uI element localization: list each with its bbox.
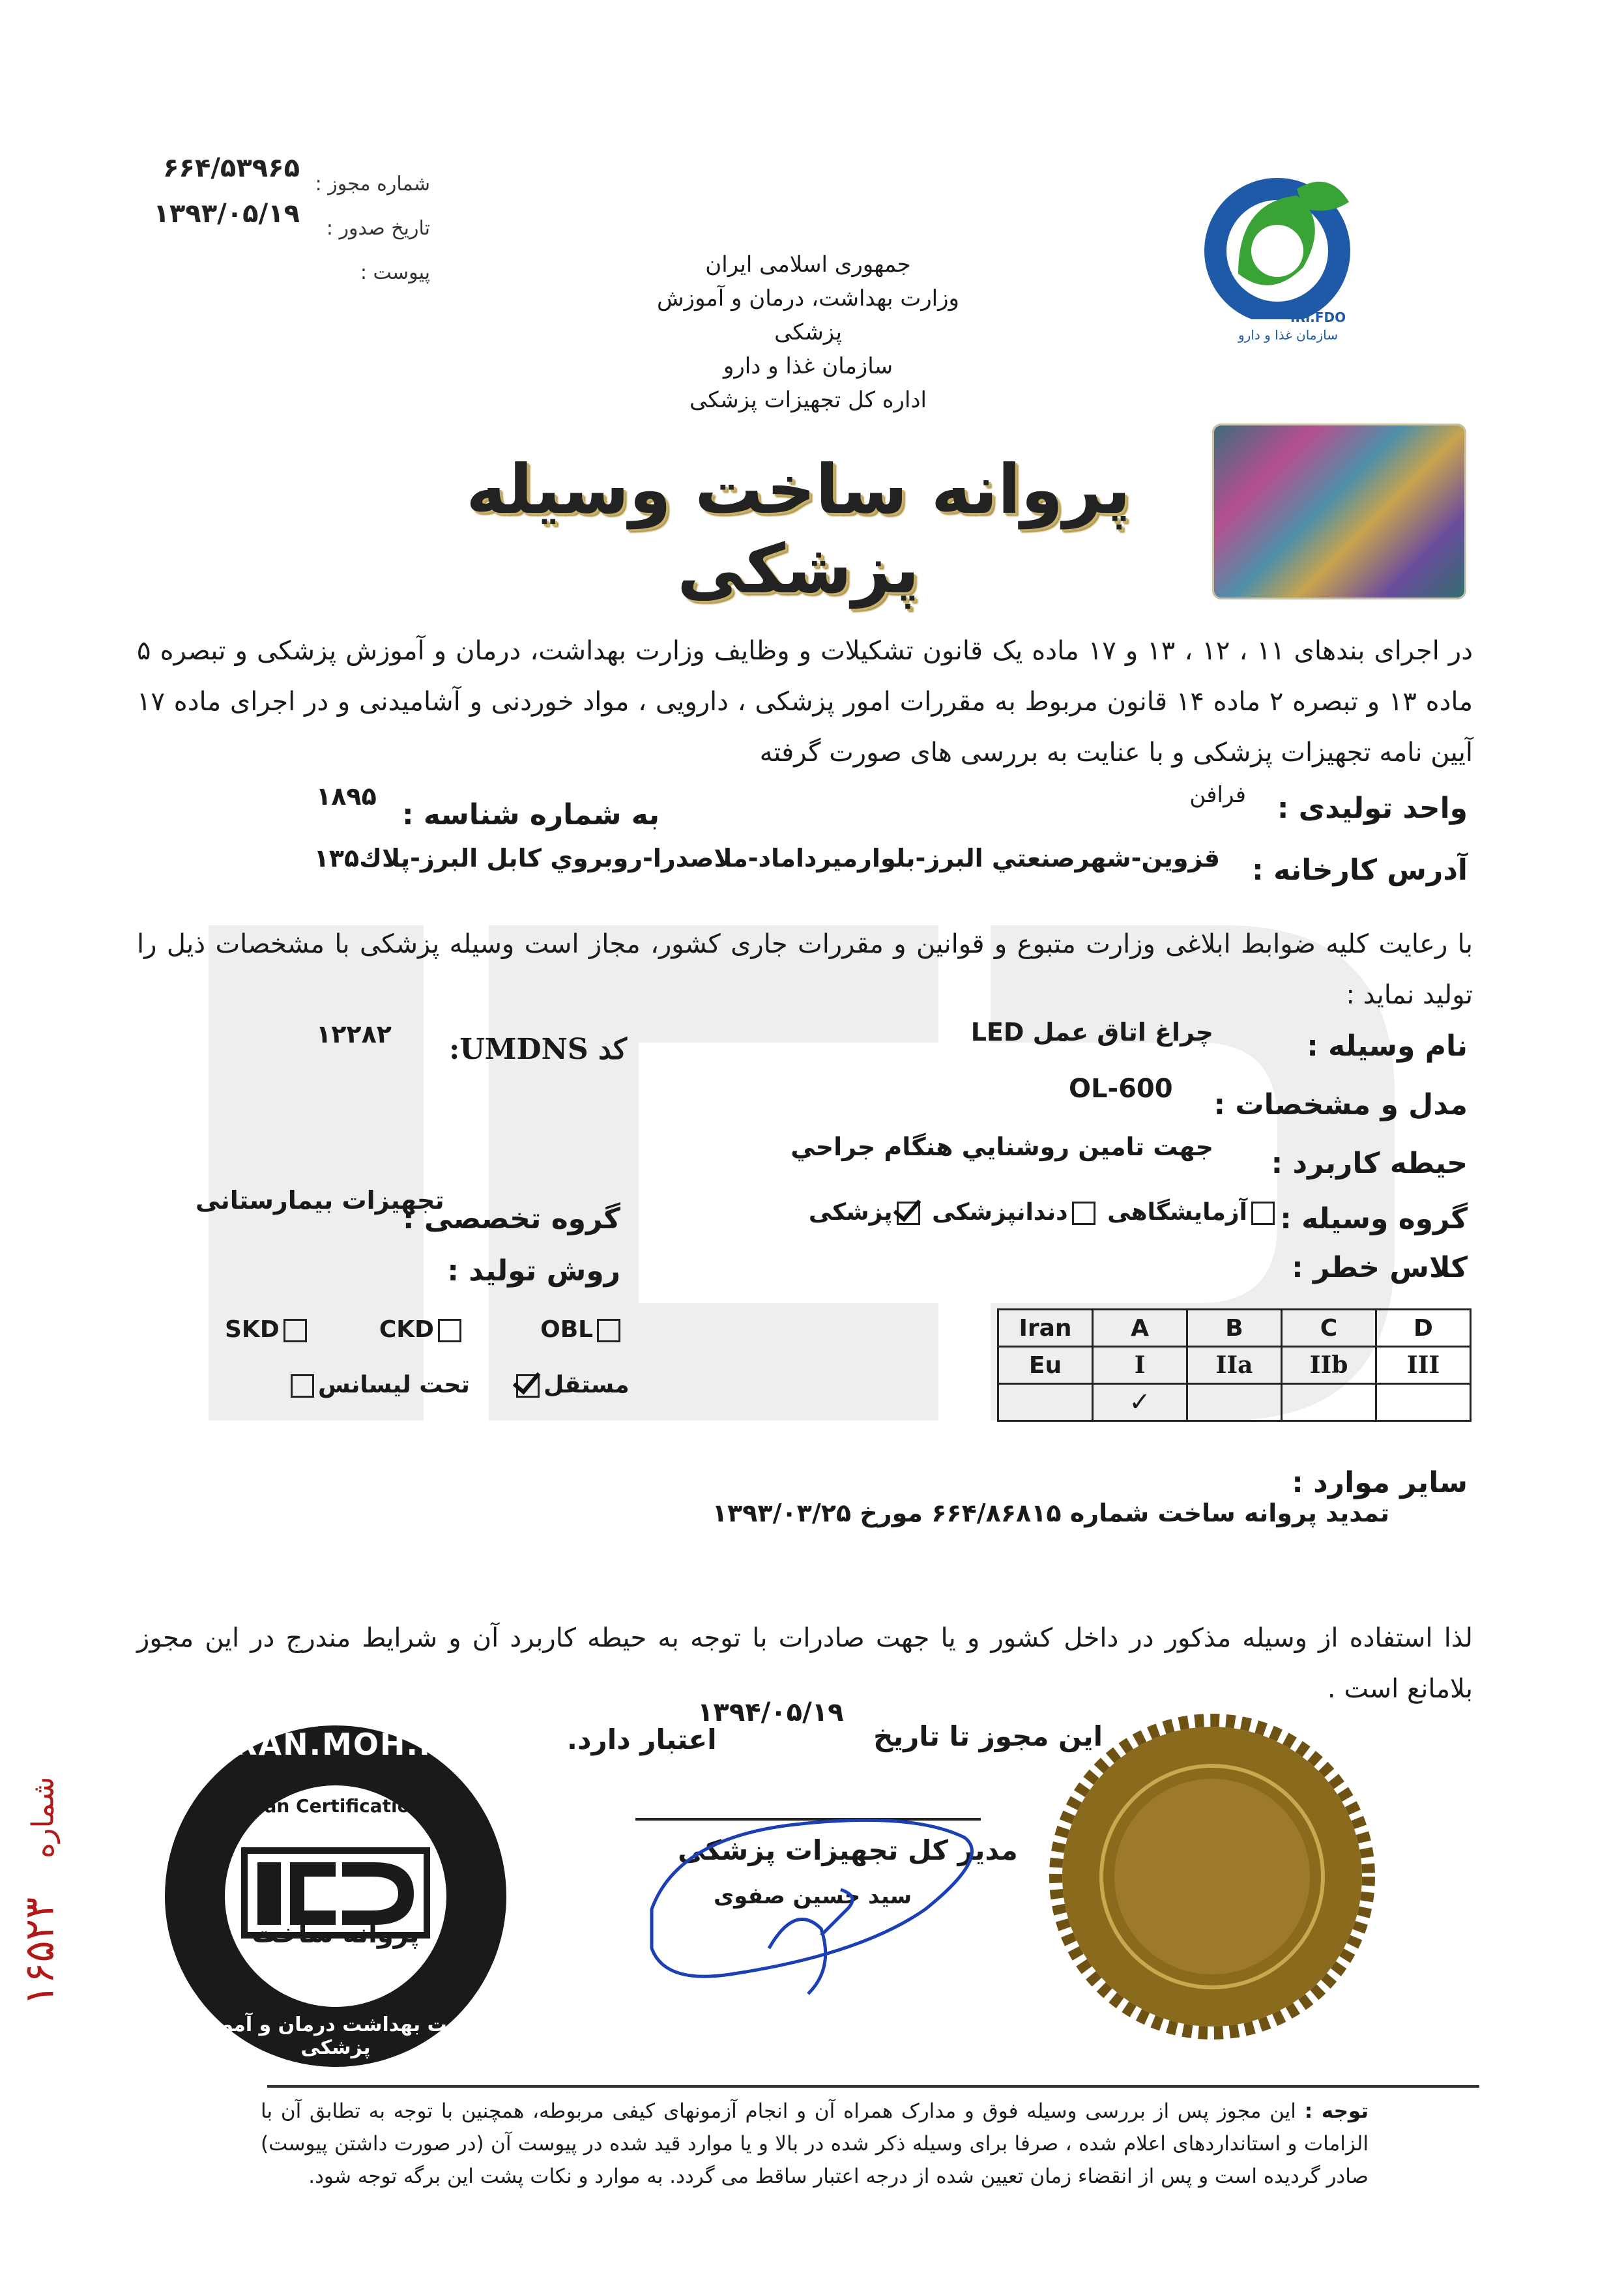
production-obl-checkbox [597,1319,620,1342]
group-dental-label: دندانپزشکی [932,1199,1068,1226]
signature-title: مدیر کل تجهیزات پزشکی [678,1834,1018,1866]
note-label: توجه : [1304,2099,1369,2123]
header-line-organization: سازمان غذا و دارو [723,353,893,379]
fdo-logo-caption: سازمان غذا و دارو [1238,327,1339,343]
document-title: پروانه ساخت وسیله پزشکی [466,450,1131,609]
production-method-label: روش تولید : [447,1254,620,1288]
risk-cell: D [1376,1310,1471,1347]
stamp-center-bottom: پروانه ساخت [252,1919,420,1949]
risk-cell: III [1376,1347,1471,1384]
specialty-label: گروه تخصصی : [403,1202,620,1235]
risk-cell: IIb [1282,1347,1376,1384]
manufacturer-id-label: به شماره شناسه : [401,798,660,831]
signature-name: سید حسین صفوی [714,1883,912,1909]
risk-cell-checked [1093,1384,1187,1421]
risk-cell-empty [1376,1384,1471,1421]
attachment-label: پیوست : [360,261,430,284]
footer-divider [267,2085,1479,2088]
risk-table-mark-row [998,1384,1471,1421]
usage-value: جهت تامین روشنايي هنگام جراحي [790,1132,1213,1161]
production-skd-checkbox [283,1319,307,1342]
conclusion-paragraph: لذا استفاده از وسیله مذکور در داخل کشور و یا جهت صادرات با توجه به حیطه کاربرد آن و شرایط مندرج در این مجوز بلامانع است . [137,1623,1473,1704]
address-value: قزوین-شهرصنعتي البرز-بلوارمیرداماد-ملاصدرا-روبروي كابل البرز-پلاك۱۳۵ [313,844,1220,872]
device-name-label: نام وسیله : [1307,1030,1468,1063]
fdo-logo-text: IRI.FDO [1290,310,1346,325]
stamp-ring-text: IRAN.MOH.M.E.D [222,1727,524,1762]
gold-embossed-seal [1043,1707,1382,2046]
header-line-department: اداره کل تجهیزات پزشکی [689,387,927,413]
risk-cell: IIa [1187,1347,1282,1384]
model-value: OL-600 [1069,1074,1173,1104]
production-ckd-checkbox [438,1319,461,1342]
risk-cell-empty [1187,1384,1282,1421]
device-group-label: گروه وسیله : [1280,1202,1468,1235]
risk-table-eu-row [998,1347,1471,1384]
umdns-value: ۱۲۲۸۲ [316,1020,392,1048]
device-group-options [809,1199,1279,1226]
footer-note [261,2095,1369,2193]
note-text: این مجوز پس از بررسی وسیله فوق و مدارک همراه آن و انجام آزمونهای کیفی مربوطه، همچنین با توجه به تطابق آن با الزامات و استانداردهای اعلام شده ، صرفا برای وسیله ذکر شده در بالا و یا موارد قید شده در پیوست آن (در صورت داشتن پیوست) صادر گردیده است و پس از انقضاء زمان تعیین شده از درجه اعتبار ساقط می گردد. به موارد و نکات پشت این برگه توجه شود. [261,2099,1369,2188]
serial-label: شماره [25,1776,61,1858]
stamp-ring-bottom: وزارت بهداشت درمان و آموزش پزشکی [182,2013,489,2059]
risk-cell: C [1282,1310,1376,1347]
production-options [225,1316,624,1343]
production-licensed-label: تحت لیسانس [318,1372,470,1398]
signature-scribble [626,1798,1030,2007]
fdo-logo [1199,176,1369,352]
address-label: آدرس کارخانه : [1252,854,1468,887]
production-independent-label: مستقل [543,1372,630,1398]
risk-table-iran-row [998,1310,1471,1347]
manufacturer-label: واحد تولیدی : [1277,792,1468,825]
risk-cell: B [1187,1310,1282,1347]
device-name-value: چراغ اتاق عمل LED [970,1018,1213,1046]
stamp-center-top: Iran Certification [248,1795,423,1817]
risk-cell-empty [1282,1384,1376,1421]
production-independent-checkbox [516,1374,540,1398]
group-medical-checkbox [897,1202,920,1225]
validity-prefix: این مجوز تا تاریخ [873,1720,1103,1752]
group-medical-label: پزشکی [808,1199,893,1226]
checkmark-icon: ✓ [1129,1387,1151,1417]
risk-cell: Eu [998,1347,1093,1384]
hologram-sticker [1212,424,1466,599]
group-lab-checkbox [1251,1202,1275,1225]
group-lab-label: آزمایشگاهی [1107,1199,1247,1226]
production-type-options [287,1372,630,1398]
production-ckd-label: CKD [379,1316,435,1343]
risk-cell-empty [998,1384,1093,1421]
permission-paragraph: با رعایت کلیه ضوابط ابلاغی وزارت متبوع و قوانین و مقررات جاری کشور، مجاز است وسیله پزشکی با مشخصات ذیل را تولید نماید : [137,929,1473,1010]
serial-value: ۱۶۵۲۳ [15,1897,63,2006]
risk-class-label: کلاس خطر : [1292,1251,1468,1284]
umdns-label: کد UMDNS: [449,1033,627,1066]
specialty-value: تجهیزات بیمارستانی [196,1186,444,1215]
risk-cell: Iran [998,1310,1093,1347]
risk-cell: I [1093,1347,1187,1384]
group-dental-checkbox [1072,1202,1095,1225]
usage-label: حیطه کاربرد : [1271,1147,1468,1180]
intro-paragraph: در اجرای بندهای ۱۱ ، ۱۲ ، ۱۳ و ۱۷ ماده یک قانون تشکیلات و وظایف وزارت بهداشت، درمان و آموزش پزشکی و تبصره ۵ ماده ۱۳ و تبصره ۲ ماده ۱۴ قانون مربوط به مقررات امور پزشکی ، دارویی ، مواد خوردنی و آشامیدنی و در اجرای ماده ۱۷ آیین نامه تجهیزات پزشکی و با عنایت به بررسی های صورت گرفته [137,636,1473,768]
production-skd-label: SKD [225,1316,280,1343]
issue-date-value: ۱۳۹۳/۰۵/۱۹ [153,199,300,229]
validity-date: ۱۳۹۴/۰۵/۱۹ [697,1697,844,1727]
header-line-country: جمهوری اسلامی ایران [705,252,911,278]
serial-number [16,1777,63,2051]
license-meta [143,153,430,283]
validity-suffix: اعتبار دارد. [567,1723,717,1755]
other-value: تمدید پروانه ساخت شماره ۶۶۴/۸۶۸۱۵ مورخ ۱۳۹۳/۰۳/۲۵ [712,1499,1389,1527]
production-licensed-checkbox [291,1374,314,1398]
risk-class-table [997,1308,1472,1422]
header-line-ministry: وزارت بهداشت، درمان و آموزش پزشکی [657,285,959,345]
license-number-label: شماره مجوز : [315,173,430,195]
license-number-value: ۶۶۴/۵۳۹۶۵ [163,153,300,183]
manufacturer-value: فرافن [1189,782,1246,808]
issue-date-label: تاریخ صدور : [326,217,430,240]
ministry-header [639,248,978,417]
manufacturer-id-value: ۱۸۹۵ [316,782,377,811]
production-obl-label: OBL [540,1316,594,1343]
risk-cell: A [1093,1310,1187,1347]
other-label: سایر موارد : [1292,1466,1468,1499]
fdo-logo-icon [1199,176,1369,319]
model-label: مدل و مشخصات : [1213,1088,1468,1121]
